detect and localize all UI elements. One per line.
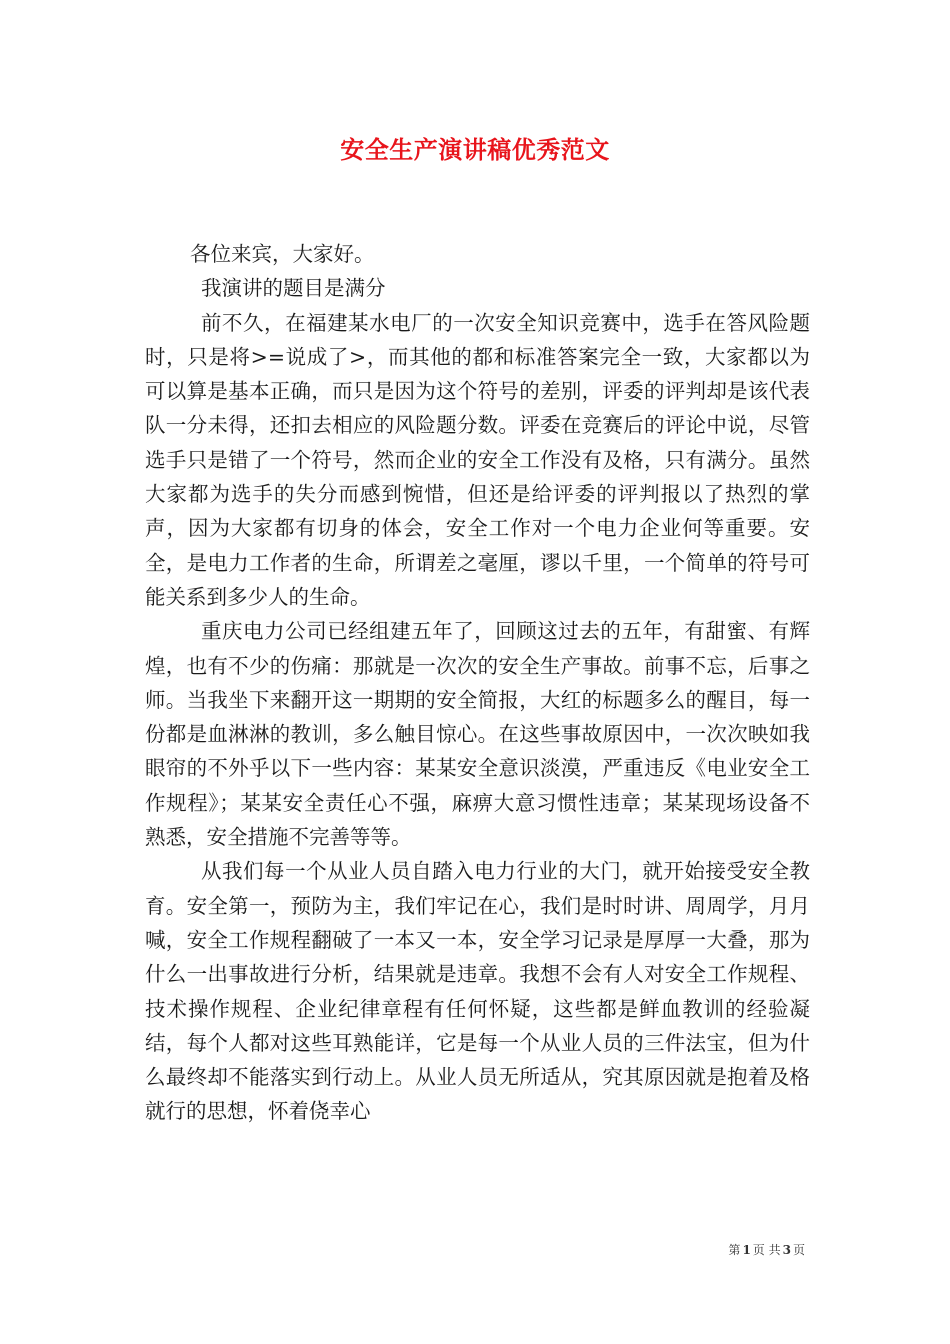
paragraph-greeting: 各位来宾，大家好。	[190, 242, 375, 266]
document-body	[145, 237, 810, 1129]
footer-total-pages: 3	[782, 1243, 791, 1257]
document-title: 安全生产演讲稿优秀范文	[340, 135, 610, 164]
footer-prefix: 第	[728, 1243, 741, 1257]
footer-suffix: 页	[792, 1243, 805, 1257]
footer-page-number: 1	[742, 1243, 751, 1257]
page-footer	[728, 1241, 805, 1259]
paragraph-chongqing: 重庆电力公司已经组建五年了，回顾这过去的五年，有甜蜜、有辉煌，也有不少的伤痛：那就是一次次的安全生产事故。前事不忘，后事之师。当我坐下来翻开这一期期的安全简报，大红的标题多么的醒目，每一份都是血淋淋的教训，多么触目惊心。在这些事故原因中，一次次映如我眼帘的不外乎以下一些内容：某某安全意识淡漠，严重违反《电业安全工作规程》；某某安全责任心不强，麻痹大意习惯性违章；某某现场设备不熟悉，安全措施不完善等等。	[145, 619, 810, 850]
paragraph-education: 从我们每一个从业人员自踏入电力行业的大门，就开始接受安全教育。安全第一，预防为主，我们牢记在心，我们是时时讲、周周学，月月喊，安全工作规程翻破了一本又一本，安全学习记录是厚厚一大叠，那为什么一出事故进行分析，结果就是违章。我想不会有人对安全工作规程、技术操作规程、企业纪律章程有任何怀疑，这些都是鲜血教训的经验凝结，每个人都对这些耳熟能详，它是每一个从业人员的三件法宝，但为什么最终却不能落实到行动上。从业人员无所适从，究其原因就是抱着及格就行的思想，怀着侥幸心	[145, 859, 810, 1124]
footer-middle: 页 共	[752, 1243, 781, 1257]
paragraph-competition: 前不久，在福建某水电厂的一次安全知识竞赛中，选手在答风险题时，只是将>=说成了>，而其他的都和标准答案完全一致，大家都以为可以算是基本正确，而只是因为这个符号的差别，评委的评判却是该代表队一分未得，还扣去相应的风险题分数。评委在竞赛后的评论中说，尽管选手只是错了一个符号，然而企业的安全工作没有及格，只有满分。虽然大家都为选手的失分而感到惋惜，但还是给评委的评判报以了热烈的掌声，因为大家都有切身的体会，安全工作对一个电力企业何等重要。安全，是电力工作者的生命，所谓差之毫厘，谬以千里，一个简单的符号可能关系到多少人的生命。	[145, 310, 810, 609]
paragraph-topic: 我演讲的题目是满分	[201, 276, 386, 301]
